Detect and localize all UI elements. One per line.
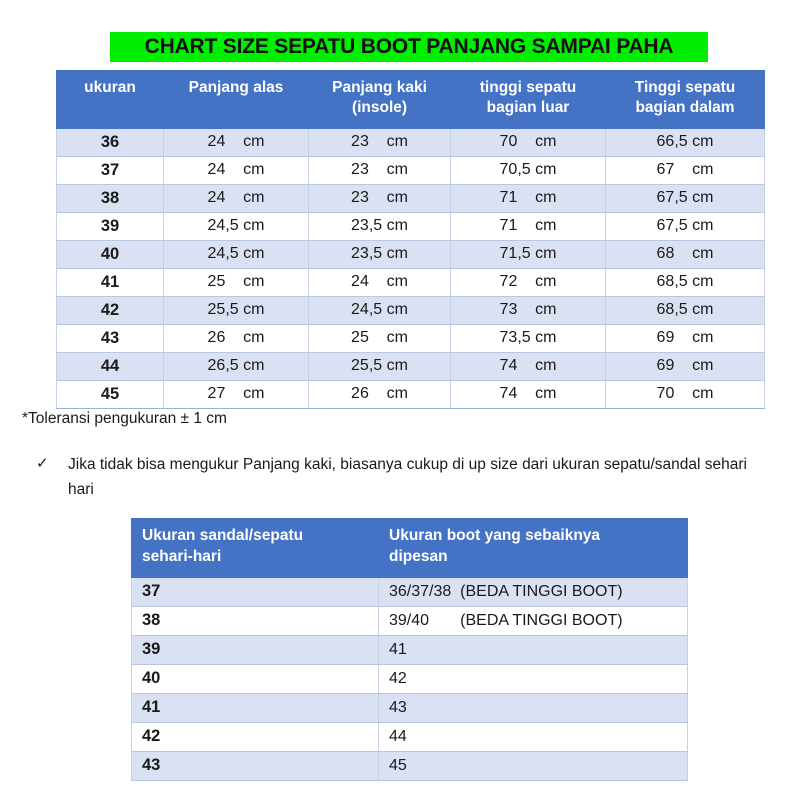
table-row [57, 268, 765, 296]
cell-boot-dipesan: 42 [379, 664, 688, 693]
cell-boot-dipesan: 36/37/38 (BEDA TINGGI BOOT) [379, 578, 688, 607]
table-row [132, 578, 688, 607]
size-chart-table [56, 70, 765, 409]
cell-panjang-alas: 24,5 cm [164, 212, 309, 240]
cell-panjang-alas: 26,5 cm [164, 352, 309, 380]
cell-sehari-hari: 43 [132, 751, 379, 780]
column-header-sehari-hari: Ukuran sandal/sepatu sehari-hari [132, 518, 379, 578]
cell-panjang-alas: 24 cm [164, 129, 309, 157]
recommendation-table [131, 518, 688, 781]
table-row [57, 156, 765, 184]
table-row [57, 380, 765, 408]
cell-boot-dipesan: 44 [379, 722, 688, 751]
page-title: CHART SIZE SEPATU BOOT PANJANG SAMPAI PAHA [144, 35, 674, 58]
cell-tinggi-dalam: 68 cm [606, 240, 765, 268]
cell-panjang-alas: 24,5 cm [164, 240, 309, 268]
size-chart-header [57, 70, 765, 129]
cell-ukuran: 37 [57, 156, 164, 184]
cell-panjang-kaki: 26 cm [309, 380, 451, 408]
table-row [57, 129, 765, 157]
cell-tinggi-dalam: 68,5 cm [606, 296, 765, 324]
recommendation-header [132, 518, 688, 578]
table-row [132, 664, 688, 693]
cell-ukuran: 45 [57, 380, 164, 408]
table-header-row [132, 518, 688, 578]
cell-tinggi-luar: 70,5 cm [451, 156, 606, 184]
table-row [132, 693, 688, 722]
cell-panjang-alas: 25,5 cm [164, 296, 309, 324]
page-title-banner [110, 32, 708, 62]
upsize-note-text: Jika tidak bisa mengukur Panjang kaki, biasanya cukup di up size dari ukuran sepatu/sandal sehari hari [68, 456, 747, 499]
cell-panjang-alas: 24 cm [164, 156, 309, 184]
cell-ukuran: 41 [57, 268, 164, 296]
cell-ukuran: 40 [57, 240, 164, 268]
cell-ukuran: 43 [57, 324, 164, 352]
cell-ukuran: 38 [57, 184, 164, 212]
table-row [57, 352, 765, 380]
cell-tinggi-dalam: 67 cm [606, 156, 765, 184]
cell-tinggi-dalam: 70 cm [606, 380, 765, 408]
cell-tinggi-dalam: 69 cm [606, 352, 765, 380]
cell-tinggi-luar: 71,5 cm [451, 240, 606, 268]
cell-panjang-kaki: 23 cm [309, 129, 451, 157]
cell-sehari-hari: 39 [132, 635, 379, 664]
cell-panjang-kaki: 23,5 cm [309, 212, 451, 240]
cell-sehari-hari: 42 [132, 722, 379, 751]
table-row [132, 751, 688, 780]
cell-boot-dipesan: 43 [379, 693, 688, 722]
table-row [57, 212, 765, 240]
cell-ukuran: 44 [57, 352, 164, 380]
cell-boot-dipesan: 39/40 (BEDA TINGGI BOOT) [379, 606, 688, 635]
cell-tinggi-luar: 73 cm [451, 296, 606, 324]
cell-sehari-hari: 38 [132, 606, 379, 635]
cell-sehari-hari: 40 [132, 664, 379, 693]
cell-sehari-hari: 37 [132, 578, 379, 607]
cell-tinggi-luar: 72 cm [451, 268, 606, 296]
cell-panjang-kaki: 25,5 cm [309, 352, 451, 380]
column-header-tinggi-dalam: Tinggi sepatu bagian dalam [606, 70, 765, 129]
cell-panjang-alas: 24 cm [164, 184, 309, 212]
cell-tinggi-luar: 70 cm [451, 129, 606, 157]
cell-tinggi-dalam: 66,5 cm [606, 129, 765, 157]
recommendation-body [132, 578, 688, 781]
column-header-ukuran: ukuran [57, 70, 164, 129]
cell-tinggi-dalam: 69 cm [606, 324, 765, 352]
table-row [57, 240, 765, 268]
cell-ukuran: 39 [57, 212, 164, 240]
check-mark-icon: ✓ [36, 455, 49, 472]
upsize-note [36, 452, 766, 502]
cell-tinggi-dalam: 67,5 cm [606, 184, 765, 212]
cell-sehari-hari: 41 [132, 693, 379, 722]
cell-boot-dipesan: 45 [379, 751, 688, 780]
table-header-row [57, 70, 765, 129]
cell-ukuran: 42 [57, 296, 164, 324]
table-row [132, 722, 688, 751]
size-chart-body [57, 129, 765, 409]
column-header-tinggi-luar: tinggi sepatu bagian luar [451, 70, 606, 129]
title-highlight [110, 32, 708, 62]
cell-tinggi-luar: 71 cm [451, 212, 606, 240]
column-header-panjang-alas: Panjang alas [164, 70, 309, 129]
table-row [132, 606, 688, 635]
cell-panjang-kaki: 23 cm [309, 184, 451, 212]
cell-panjang-alas: 27 cm [164, 380, 309, 408]
cell-panjang-kaki: 24,5 cm [309, 296, 451, 324]
cell-tinggi-dalam: 67,5 cm [606, 212, 765, 240]
cell-panjang-kaki: 23 cm [309, 156, 451, 184]
cell-tinggi-luar: 71 cm [451, 184, 606, 212]
cell-tinggi-luar: 74 cm [451, 380, 606, 408]
cell-tinggi-luar: 74 cm [451, 352, 606, 380]
table-row [57, 184, 765, 212]
column-header-boot-dipesan: Ukuran boot yang sebaiknya dipesan [379, 518, 688, 578]
cell-panjang-kaki: 25 cm [309, 324, 451, 352]
table-row [57, 324, 765, 352]
cell-boot-dipesan: 41 [379, 635, 688, 664]
cell-panjang-kaki: 23,5 cm [309, 240, 451, 268]
tolerance-note: *Toleransi pengukuran ± 1 cm [22, 410, 227, 427]
cell-panjang-alas: 26 cm [164, 324, 309, 352]
cell-tinggi-luar: 73,5 cm [451, 324, 606, 352]
column-header-panjang-kaki: Panjang kaki (insole) [309, 70, 451, 129]
cell-tinggi-dalam: 68,5 cm [606, 268, 765, 296]
cell-panjang-alas: 25 cm [164, 268, 309, 296]
table-row [132, 635, 688, 664]
cell-panjang-kaki: 24 cm [309, 268, 451, 296]
table-row [57, 296, 765, 324]
cell-ukuran: 36 [57, 129, 164, 157]
